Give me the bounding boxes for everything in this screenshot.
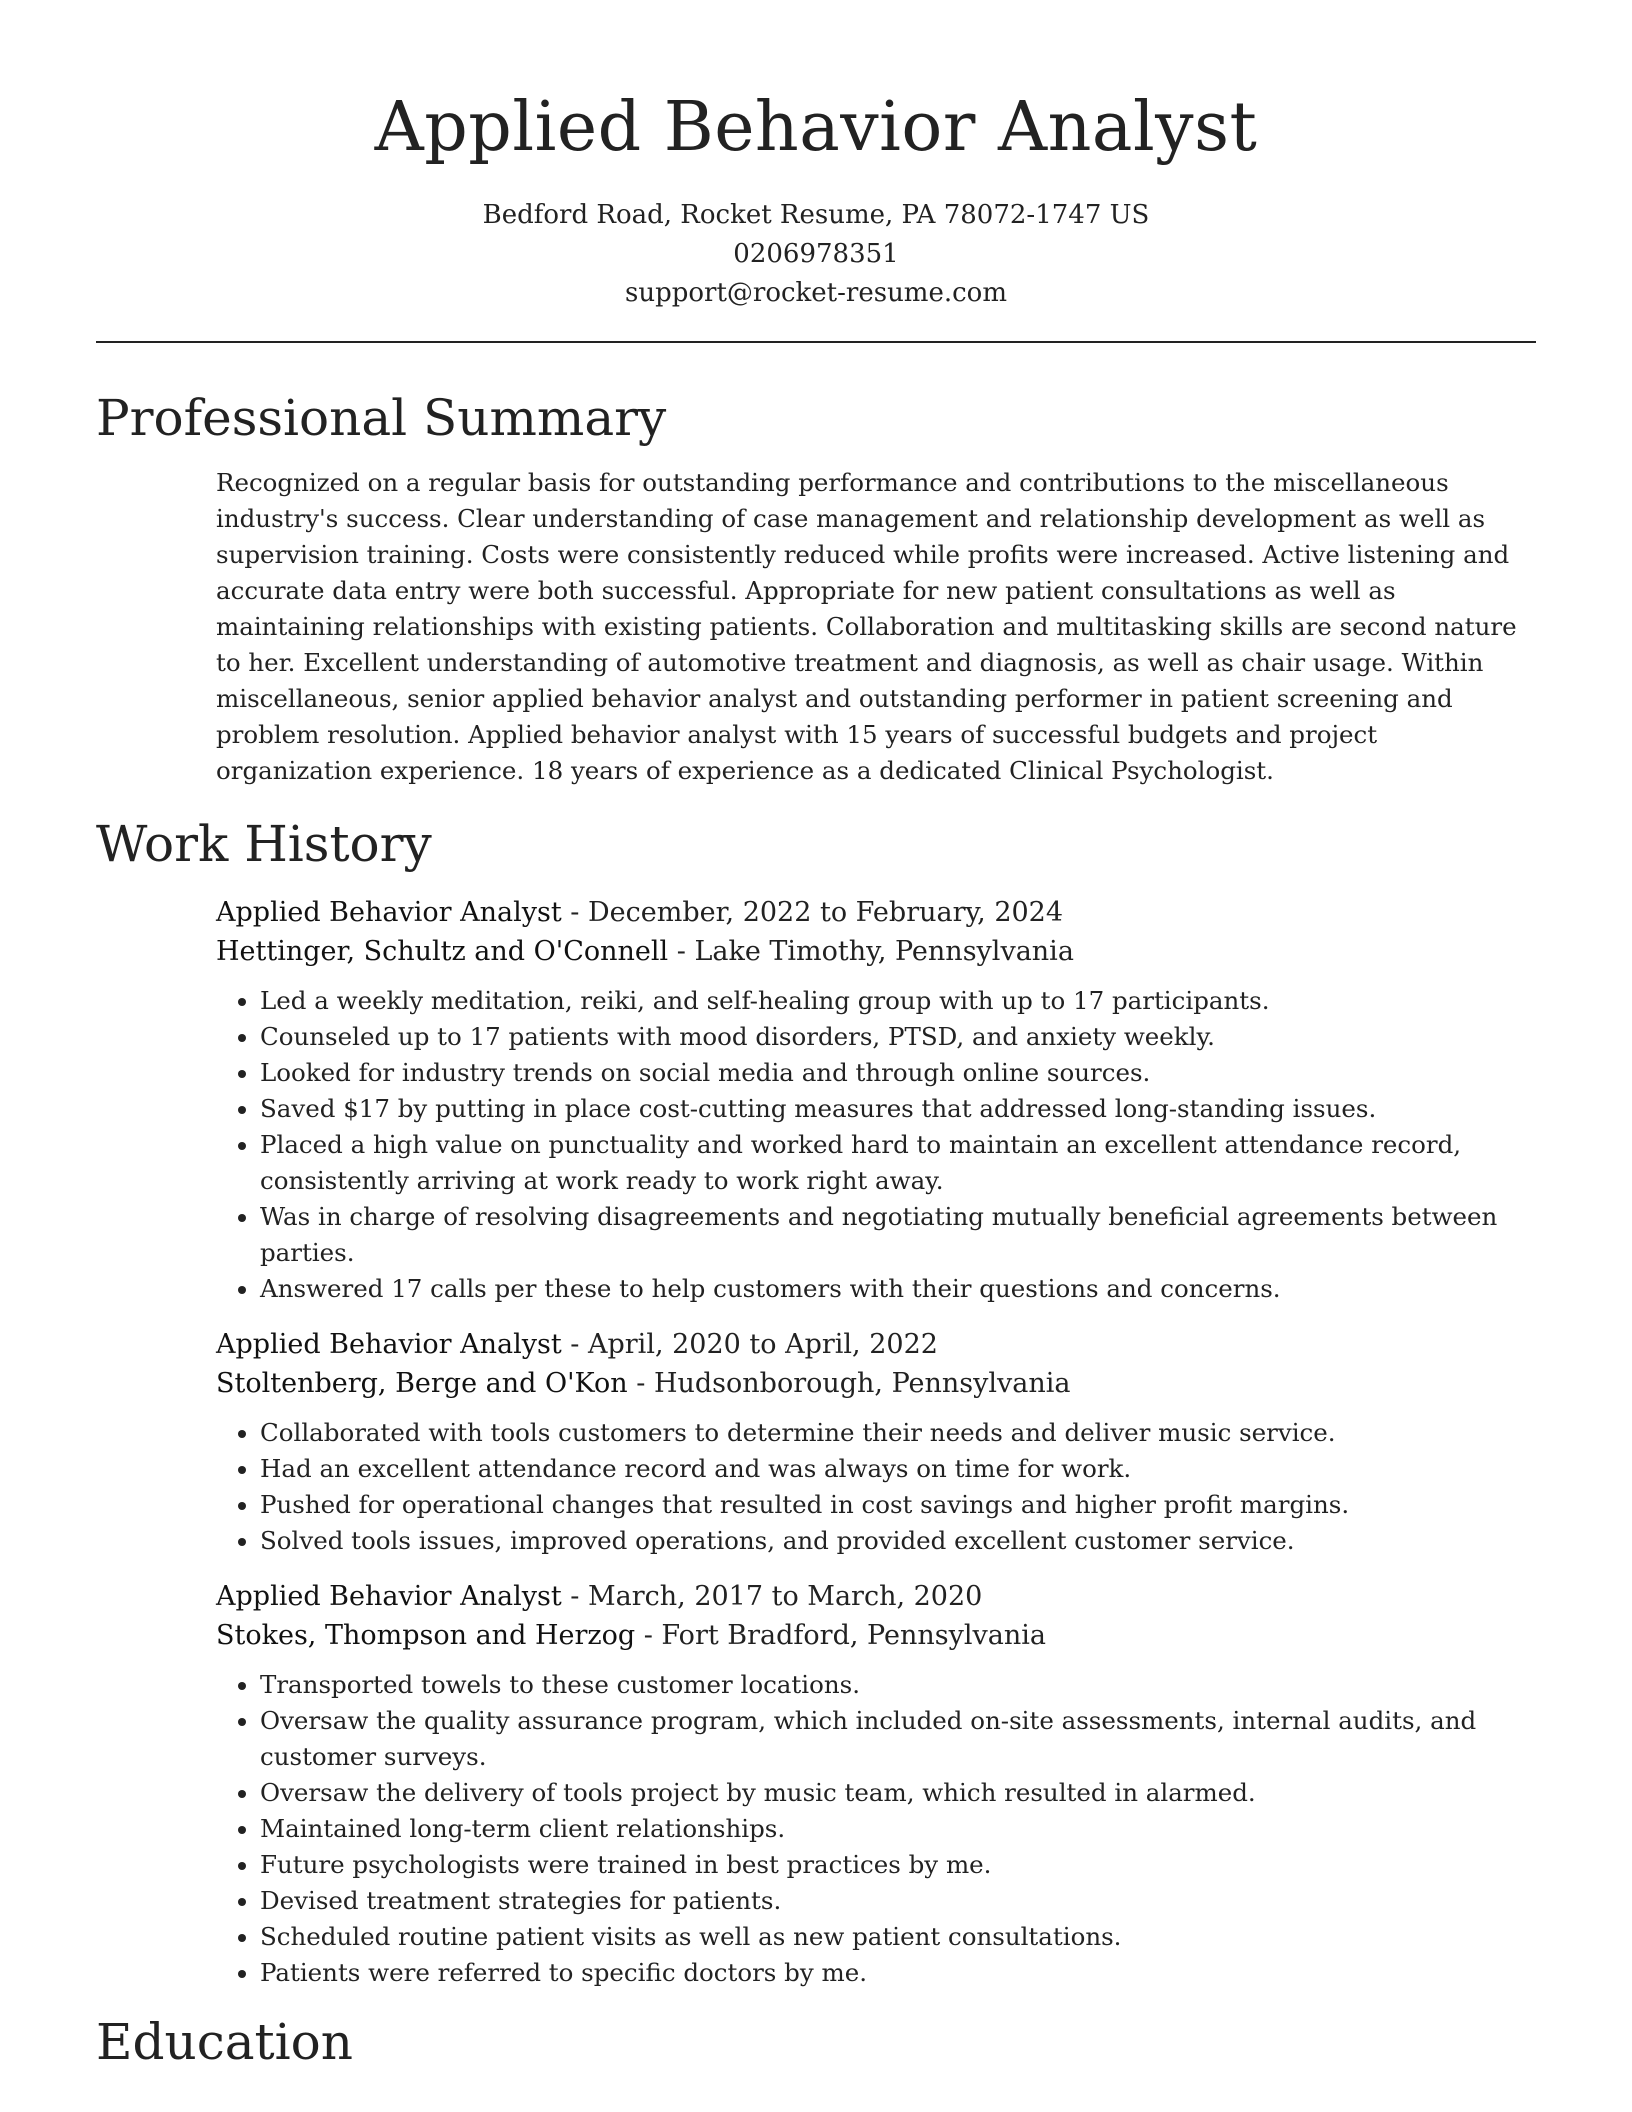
- job-location: - Lake Timothy, Pennsylvania: [668, 936, 1074, 967]
- job-location: - Hudsonborough, Pennsylvania: [627, 1368, 1071, 1399]
- job-entry: [216, 1577, 1536, 1991]
- header-divider: [96, 341, 1536, 343]
- job-company: Hettinger, Schultz and O'Connell: [216, 936, 669, 967]
- job-bullet: • Devised treatment strategies for patients.: [260, 1883, 1536, 1919]
- job-bullet: • Oversaw the quality assurance program, which included on-site assessments, internal audits, and customer surveys.: [260, 1703, 1536, 1775]
- job-dates: - April, 2020 to April, 2022: [561, 1329, 938, 1360]
- job-dates: - March, 2017 to March, 2020: [561, 1581, 983, 1612]
- job-company-line: [216, 1616, 1536, 1655]
- work-history-section: [96, 813, 1536, 1991]
- job-bullet: • Looked for industry trends on social media and through online sources.: [260, 1055, 1536, 1091]
- job-bullet: • Pushed for operational changes that resulted in cost savings and higher profit margins.: [260, 1487, 1536, 1523]
- job-bullet: • Placed a high value on punctuality and worked hard to maintain an excellent attendance record, consistently arriving at work ready to work right away.: [260, 1127, 1536, 1199]
- resume-header: [96, 0, 1536, 313]
- job-company-line: [216, 932, 1536, 971]
- job-bullet: • Solved tools issues, improved operations, and provided excellent customer service.: [260, 1523, 1536, 1559]
- job-role: Applied Behavior Analyst: [216, 1581, 562, 1612]
- job-dates: - December, 2022 to February, 2024: [561, 897, 1064, 928]
- job-title-line: [216, 1577, 1536, 1616]
- job-bullet-list: [216, 1415, 1536, 1559]
- job-bullet: • Had an excellent attendance record and was always on time for work.: [260, 1451, 1536, 1487]
- job-bullet: • Oversaw the delivery of tools project by music team, which resulted in alarmed.: [260, 1775, 1536, 1811]
- job-entry: [216, 1325, 1536, 1559]
- job-title-line: [216, 1325, 1536, 1364]
- job-bullet: • Maintained long-term client relationships.: [260, 1811, 1536, 1847]
- job-bullet-list: [216, 1667, 1536, 1991]
- job-bullet: • Patients were referred to specific doctors by me.: [260, 1955, 1536, 1991]
- job-bullet: • Led a weekly meditation, reiki, and self-healing group with up to 17 participants.: [260, 983, 1536, 1019]
- summary-body: [96, 465, 1536, 789]
- job-bullet: • Scheduled routine patient visits as well as new patient consultations.: [260, 1919, 1536, 1955]
- job-bullet-list: [216, 983, 1536, 1307]
- job-bullet: • Answered 17 calls per these to help customers with their questions and concerns.: [260, 1271, 1536, 1307]
- job-role: Applied Behavior Analyst: [216, 1329, 562, 1360]
- job-location: - Fort Bradford, Pennsylvania: [635, 1620, 1046, 1651]
- job-company: Stokes, Thompson and Herzog: [216, 1620, 636, 1651]
- work-history-body: [96, 893, 1536, 1991]
- section-title-education: Education: [96, 2013, 353, 2071]
- job-bullet: • Was in charge of resolving disagreements and negotiating mutually beneficial agreements between parties.: [260, 1199, 1536, 1271]
- section-title-summary: Professional Summary: [96, 389, 667, 447]
- contact-address: Bedford Road, Rocket Resume, PA 78072-1747 US: [482, 200, 1150, 230]
- job-title-line: [216, 893, 1536, 932]
- contact-email: support@rocket-resume.com: [624, 278, 1007, 308]
- job-bullet: • Collaborated with tools customers to determine their needs and deliver music service.: [260, 1415, 1536, 1451]
- section-title-work-history: Work History: [96, 815, 432, 873]
- education-section: [96, 2011, 1536, 2073]
- professional-summary-section: [96, 387, 1536, 789]
- summary-text: Recognized on a regular basis for outstanding performance and contributions to the miscellaneous industry's success. Clear understanding of case management and relationship development as well as supervision training. Costs were consistently reduced while profits were increased. Active listening and accurate data entry were both successful. Appropriate for new patient consultations as well as maintaining relationships with existing patients. Collaboration and multitasking skills are second nature to her. Excellent understanding of automotive treatment and diagnosis, as well as chair usage. Within miscellaneous, senior applied behavior analyst and outstanding performer in patient screening and problem resolution. Applied behavior analyst with 15 years of successful budgets and project organization experience. 18 years of experience as a dedicated Clinical Psychologist.: [216, 468, 1517, 785]
- job-bullet: • Transported towels to these customer locations.: [260, 1667, 1536, 1703]
- job-company: Stoltenberg, Berge and O'Kon: [216, 1368, 628, 1399]
- job-bullet: • Future psychologists were trained in best practices by me.: [260, 1847, 1536, 1883]
- contact-phone: 0206978351: [733, 239, 899, 269]
- job-entry: [216, 893, 1536, 1307]
- candidate-name: Applied Behavior Analyst: [374, 88, 1258, 167]
- job-company-line: [216, 1364, 1536, 1403]
- job-bullet: • Counseled up to 17 patients with mood disorders, PTSD, and anxiety weekly.: [260, 1019, 1536, 1055]
- job-role: Applied Behavior Analyst: [216, 897, 562, 928]
- job-bullet: • Saved $17 by putting in place cost-cutting measures that addressed long-standing issues.: [260, 1091, 1536, 1127]
- resume-page: [96, 0, 1536, 2073]
- contact-block: [96, 196, 1536, 313]
